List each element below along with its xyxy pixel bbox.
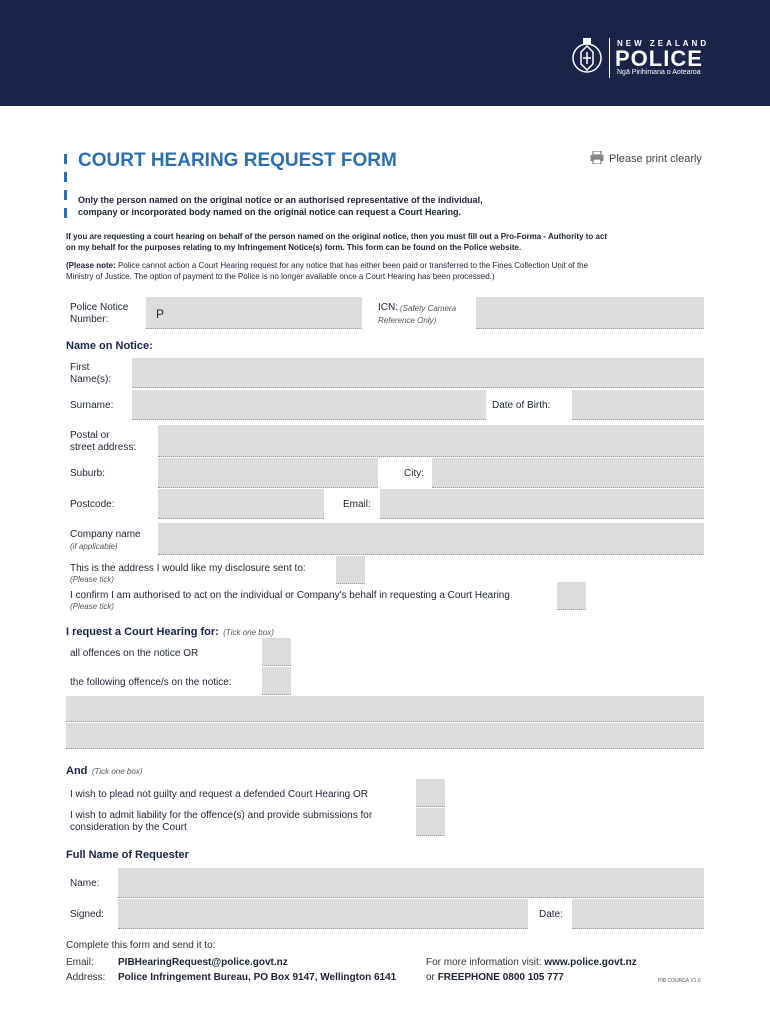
company-input[interactable] xyxy=(158,523,704,555)
and-heading: And xyxy=(66,765,88,777)
police-notice-input[interactable] xyxy=(146,297,362,329)
admit-label-1: I wish to admit liability for the offence(s) and provide submissions for xyxy=(70,810,373,821)
send-instruction: Complete this form and send it to: xyxy=(66,940,216,951)
dob-input[interactable] xyxy=(572,390,704,420)
first-names-label-2: Name(s): xyxy=(70,374,112,385)
footer-address-label: Address: xyxy=(66,972,106,983)
form-title: COURT HEARING REQUEST FORM xyxy=(78,150,397,171)
note-label: (Please note: xyxy=(66,261,116,270)
note-text-1: Police cannot action a Court Hearing request for any notice that has either been paid or transferred to the Fines Collection Unit of the xyxy=(118,261,589,270)
footer-freephone-row xyxy=(426,972,564,983)
printer-icon xyxy=(590,151,604,164)
suburb-label: Suburb: xyxy=(70,468,106,479)
city-input[interactable] xyxy=(432,458,704,488)
icn-sub-1: (Safety Camera xyxy=(400,304,457,313)
all-offences-checkbox[interactable] xyxy=(262,638,291,666)
date-input[interactable] xyxy=(572,899,704,929)
postcode-input[interactable] xyxy=(158,489,324,519)
dob-label: Date of Birth: xyxy=(492,400,551,411)
title-marker xyxy=(64,172,67,182)
disclosure-checkbox[interactable] xyxy=(336,556,365,584)
title-marker xyxy=(64,208,67,218)
header-brand: POLICE xyxy=(615,46,703,71)
icn-sub-2: Reference Only) xyxy=(378,316,437,325)
name-on-notice-heading: Name on Notice: xyxy=(66,340,153,352)
request-heading-sub: (Tick one box) xyxy=(223,628,274,637)
requester-name-input[interactable] xyxy=(118,868,704,898)
request-heading-row xyxy=(66,622,274,640)
postal-label-1: Postal or xyxy=(70,430,110,441)
footer-info-row xyxy=(426,957,637,968)
all-offences-label: all offences on the notice OR xyxy=(70,648,199,659)
disclosure-label: This is the address I would like my disclosure sent to: xyxy=(70,563,306,574)
header-tagline: Ngā Pirihimana o Aotearoa xyxy=(617,69,701,76)
footer-freephone-prefix: or xyxy=(426,972,435,983)
print-note: Please print clearly xyxy=(609,153,702,165)
signature-input[interactable] xyxy=(118,899,528,929)
city-label: City: xyxy=(404,468,424,479)
title-marker xyxy=(64,190,67,200)
note-line-1 xyxy=(66,261,588,270)
first-names-input[interactable] xyxy=(132,358,704,388)
surname-label: Surname: xyxy=(70,400,114,411)
postcode-label: Postcode: xyxy=(70,499,115,510)
disclosure-sub: (Please tick) xyxy=(70,575,115,584)
footer-address-value: Police Infringement Bureau, PO Box 9147, Wellington 6141 xyxy=(118,972,397,983)
header-top-line: NEW ZEALAND xyxy=(617,39,710,48)
and-heading-row xyxy=(66,761,142,779)
postal-address-input[interactable] xyxy=(158,425,704,457)
intro-line-2: company or incorporated body named on the original notice can request a Court Hearing. xyxy=(78,207,462,217)
para1-line-2: on my behalf for the purposes relating to my Infringement Notice(s) form. This form can be found on the Police website. xyxy=(66,243,522,252)
footer-freephone: FREEPHONE 0800 105 777 xyxy=(437,972,564,983)
plead-not-guilty-label: I wish to plead not guilty and request a defended Court Hearing OR xyxy=(70,789,368,800)
suburb-input[interactable] xyxy=(158,458,378,488)
header-divider xyxy=(609,38,610,78)
admit-liability-checkbox[interactable] xyxy=(416,808,445,836)
title-marker xyxy=(64,154,67,164)
email-label: Email: xyxy=(343,499,371,510)
offences-input-1[interactable] xyxy=(66,696,704,722)
police-notice-label-1: Police Notice xyxy=(70,302,129,313)
date-label: Date: xyxy=(539,909,563,920)
company-label: Company name xyxy=(70,529,141,540)
signed-label: Signed: xyxy=(70,909,104,920)
police-crest-icon xyxy=(570,36,604,78)
postal-label-2: street address: xyxy=(70,442,137,453)
requester-name-label: Name: xyxy=(70,878,100,889)
footer-info-prefix: For more information visit: xyxy=(426,957,542,968)
para1-line-1: If you are requesting a court hearing on behalf of the person named on the original notice, then you must fill out a Pro-Forma - Authority to act xyxy=(66,232,608,241)
plead-not-guilty-checkbox[interactable] xyxy=(416,779,445,807)
following-offences-label: the following offence/s on the notice: xyxy=(70,677,232,688)
footer-website-link[interactable]: www.police.govt.nz xyxy=(544,957,637,968)
police-notice-value: P xyxy=(156,307,165,321)
footer-email-label: Email: xyxy=(66,957,94,968)
requester-heading: Full Name of Requester xyxy=(66,849,189,861)
company-sub: (if applicable) xyxy=(70,542,118,551)
icn-label: ICN: xyxy=(378,302,398,313)
offences-input-2[interactable] xyxy=(66,723,704,749)
first-names-label-1: First xyxy=(70,362,90,373)
confirm-label: I confirm I am authorised to act on the individual or Company's behalf in requesting a Court Hearing xyxy=(70,590,510,601)
and-heading-sub: (Tick one box) xyxy=(91,767,143,776)
following-offences-checkbox[interactable] xyxy=(262,667,291,695)
police-notice-label-2: Number: xyxy=(70,314,109,325)
surname-input[interactable] xyxy=(132,390,486,420)
request-heading: I request a Court Hearing for: xyxy=(66,626,219,638)
icn-input[interactable] xyxy=(476,297,704,329)
intro-line-1: Only the person named on the original notice or an authorised representative of the individual, xyxy=(78,195,483,205)
form-code: PIB COURCA V1.0 xyxy=(658,978,701,984)
email-input[interactable] xyxy=(380,489,704,519)
admit-label-2: consideration by the Court xyxy=(70,822,187,833)
note-line-2: Ministry of Justice. The option of payment to the Police is no longer available once a Court Hearing has been processed.) xyxy=(66,272,495,281)
header-banner xyxy=(0,0,770,106)
footer-email-link[interactable]: PIBHearingRequest@police.govt.nz xyxy=(118,957,288,968)
confirm-sub: (Please tick) xyxy=(70,602,115,611)
confirm-checkbox[interactable] xyxy=(557,582,586,610)
